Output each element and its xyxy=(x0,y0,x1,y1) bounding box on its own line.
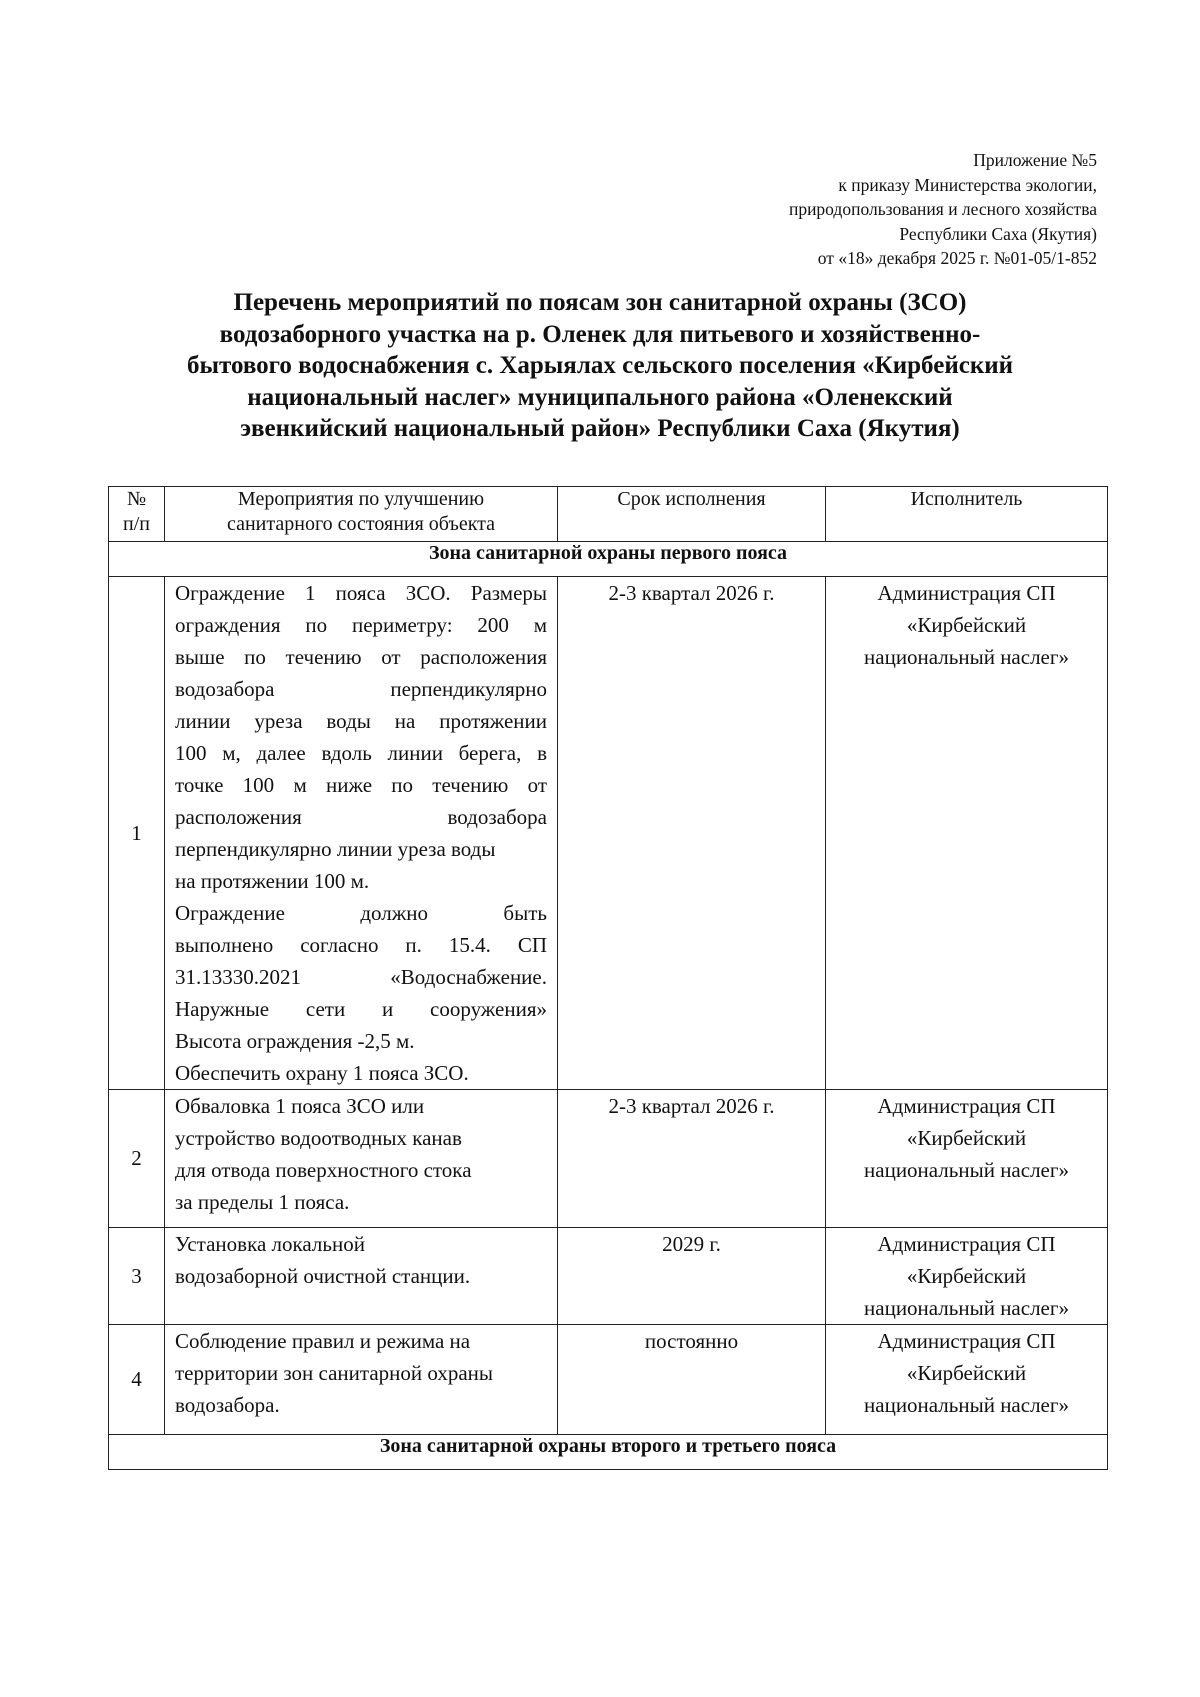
measure-line: для отвода поверхностного стока xyxy=(175,1158,472,1182)
measure-line: водозаборной очистной станции. xyxy=(175,1264,471,1288)
executor-line: национальный наслег» xyxy=(864,1158,1069,1182)
title-line: национальный наслег» муниципального района «Оленекский xyxy=(247,383,953,411)
measures-table xyxy=(108,486,1108,1470)
measure-line: выполнено согласно п. 15.4. СП xyxy=(175,933,547,957)
measure-line: расположения водозабора xyxy=(175,805,547,829)
executor-cell xyxy=(826,577,1108,1090)
section-row xyxy=(109,542,1108,577)
executor-cell xyxy=(826,1325,1108,1435)
measure-line: точке 100 м ниже по течению от xyxy=(175,773,547,797)
executor-line: «Кирбейский xyxy=(906,1264,1027,1288)
section-title: Зона санитарной охраны первого пояса xyxy=(109,542,1108,577)
section-row xyxy=(109,1435,1108,1470)
executor-line: Администрация СП xyxy=(877,581,1056,605)
measure-line: водозабора. xyxy=(175,1393,280,1417)
executor-line: национальный наслег» xyxy=(864,1296,1069,1320)
measure-line: Обеспечить охрану 1 пояса ЗСО. xyxy=(175,1061,469,1085)
measure-line: Обваловка 1 пояса ЗСО или xyxy=(175,1094,425,1118)
appendix-line: природопользования и лесного хозяйства xyxy=(788,199,1097,219)
term-cell: 2-3 квартал 2026 г. xyxy=(558,577,826,1090)
appendix-line: к приказу Министерства экологии, xyxy=(838,174,1097,195)
measure-line: Наружные сети и сооружения» xyxy=(175,997,547,1021)
executor-cell xyxy=(826,1228,1108,1325)
executor-line: национальный наслег» xyxy=(864,1393,1069,1417)
measure-line: 31.13330.2021 «Водоснабжение. xyxy=(175,965,547,989)
measure-line: Ограждение 1 пояса ЗСО. Размеры xyxy=(175,581,547,605)
measure-line: Ограждение должно быть xyxy=(175,901,547,925)
executor-line: «Кирбейский xyxy=(906,1361,1027,1385)
measure-line: Высота ограждения -2,5 м. xyxy=(175,1029,415,1053)
title-line: эвенкийский национальный район» Республики Саха (Якутия) xyxy=(240,415,960,442)
executor-cell xyxy=(826,1090,1108,1228)
executor-line: Администрация СП xyxy=(877,1329,1056,1353)
term-cell: 2-3 квартал 2026 г. xyxy=(558,1090,826,1228)
appendix-line: Приложение №5 xyxy=(973,150,1097,170)
measure-line: устройство водоотводных канав xyxy=(175,1126,462,1150)
appendix-line: Республики Саха (Якутия) xyxy=(899,223,1097,244)
measure-line: перпендикулярно линии уреза воды xyxy=(175,837,496,861)
measure-line: Соблюдение правил и режима на xyxy=(175,1329,471,1353)
table-row xyxy=(109,1228,1108,1325)
executor-line: Администрация СП xyxy=(877,1094,1056,1118)
measure-line: на протяжении 100 м. xyxy=(175,869,370,893)
document-title xyxy=(100,287,1100,445)
appendix-line: от «18» декабря 2025 г. №01-05/1-852 xyxy=(817,248,1097,268)
executor-line: Администрация СП xyxy=(877,1232,1056,1256)
measure-cell xyxy=(165,1090,558,1228)
table-row xyxy=(109,577,1108,1090)
title-line: бытового водоснабжения с. Харыялах сельского поселения «Кирбейский xyxy=(186,352,1014,379)
executor-line: «Кирбейский xyxy=(906,1126,1027,1150)
term-cell: постоянно xyxy=(558,1325,826,1435)
measure-line: ограждения по периметру: 200 м xyxy=(175,613,547,637)
table-header-row xyxy=(109,487,1108,542)
measure-cell xyxy=(165,1228,558,1325)
header-measure: Мероприятия по улучшению санитарного состояния объекта xyxy=(165,487,558,542)
row-number: 3 xyxy=(109,1228,165,1325)
title-line: водозаборного участка на р. Оленек для питьевого и хозяйственно- xyxy=(219,320,981,348)
executor-line: «Кирбейский xyxy=(906,613,1027,637)
section-title: Зона санитарной охраны второго и третьего пояса xyxy=(109,1435,1108,1470)
appendix-header xyxy=(537,148,1097,271)
measure-cell xyxy=(165,1325,558,1435)
header-term: Срок исполнения xyxy=(558,487,826,542)
header-executor: Исполнитель xyxy=(826,487,1108,542)
table-row xyxy=(109,1090,1108,1228)
measure-line: линии уреза воды на протяжении xyxy=(175,709,547,733)
row-number: 2 xyxy=(109,1090,165,1228)
row-number: 4 xyxy=(109,1325,165,1435)
executor-line: национальный наслег» xyxy=(864,645,1069,669)
table-body xyxy=(109,577,1108,1435)
term-cell: 2029 г. xyxy=(558,1228,826,1325)
measure-line: водозабора перпендикулярно xyxy=(175,677,547,701)
measure-cell xyxy=(165,577,558,1090)
title-line: Перечень мероприятий по поясам зон санитарной охраны (ЗСО) xyxy=(233,289,967,316)
measure-line: территории зон санитарной охраны xyxy=(175,1361,494,1385)
measure-line: за пределы 1 пояса. xyxy=(175,1190,350,1214)
header-num: № п/п xyxy=(109,487,165,542)
measure-line: Установка локальной xyxy=(175,1232,365,1256)
row-number: 1 xyxy=(109,577,165,1090)
measure-line: 100 м, далее вдоль линии берега, в xyxy=(175,741,547,765)
table-row xyxy=(109,1325,1108,1435)
measure-line: выше по течению от расположения xyxy=(175,645,547,669)
